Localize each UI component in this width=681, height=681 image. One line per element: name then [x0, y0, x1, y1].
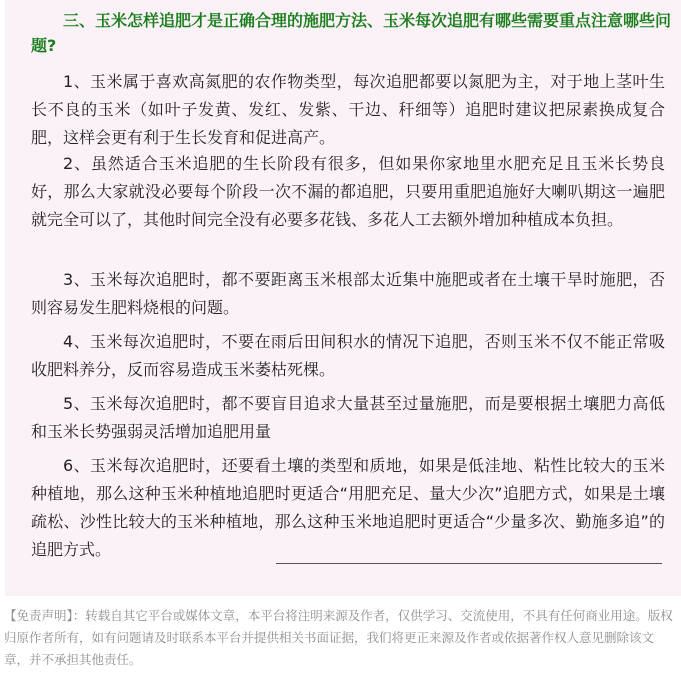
disclaimer-label: 【免责声明】：	[4, 608, 86, 623]
article-panel	[5, 0, 681, 596]
paragraph-5: 5、玉米每次追肥时，都不要盲目追求大量甚至过量施肥，而是要根据土壤肥力高低和玉米长势强弱灵活增加追肥用量	[31, 394, 665, 441]
end-divider	[276, 563, 662, 564]
disclaimer-text: 转载自其它平台或媒体文章，本平台将注明来源及作者，仅供学习、交流使用，不具有任何商业用途。版权归原作者所有，如有问题请及时联系本平台并提供相关书面证据，我们将更正来源及作者或依据著作权人意见删除该文章，并不承担其他责任。	[4, 608, 673, 667]
paragraph-2: 2、虽然适合玉米追肥的生长阶段有很多，但如果你家地里水肥充足且玉米长势良好，那么大家就没必要每个阶段一次不漏的都追肥，只要用重肥追施好大喇叭期这一遍肥就完全可以了，其他时间完全没有必要多花钱、多花人工去额外增加种植成本负担。	[31, 154, 665, 229]
paragraph-1: 1、玉米属于喜欢高氮肥的农作物类型，每次追肥都要以氮肥为主，对于地上茎叶生长不良的玉米（如叶子发黄、发红、发紫、干边、秆细等）追肥时建议把尿素换成复合肥，这样会更有利于生长发育和促进高产。	[31, 72, 665, 147]
section-heading: 三、玉米怎样追肥才是正确合理的施肥方法、玉米每次追肥有哪些需要重点注意哪些问题?	[31, 11, 672, 55]
paragraph-3: 3、玉米每次追肥时，都不要距离玉米根部太近集中施肥或者在土壤干旱时施肥，否则容易发生肥料烧根的问题。	[31, 270, 665, 317]
paragraph-4: 4、玉米每次追肥时，不要在雨后田间积水的情况下追肥，否则玉米不仅不能正常吸收肥料养分，反而容易造成玉米萎枯死棵。	[31, 332, 665, 379]
paragraph-6: 6、玉米每次追肥时，还要看土壤的类型和质地，如果是低洼地、粘性比较大的玉米种植地，那么这种玉米种植地追肥时更适合“用肥充足、量大少次”追肥方式，如果是土壤疏松、沙性比较大的玉米种植地，那么这种玉米地追肥时更适合“少量多次、勤施多追”的追肥方式。	[31, 456, 665, 559]
disclaimer	[4, 605, 678, 671]
